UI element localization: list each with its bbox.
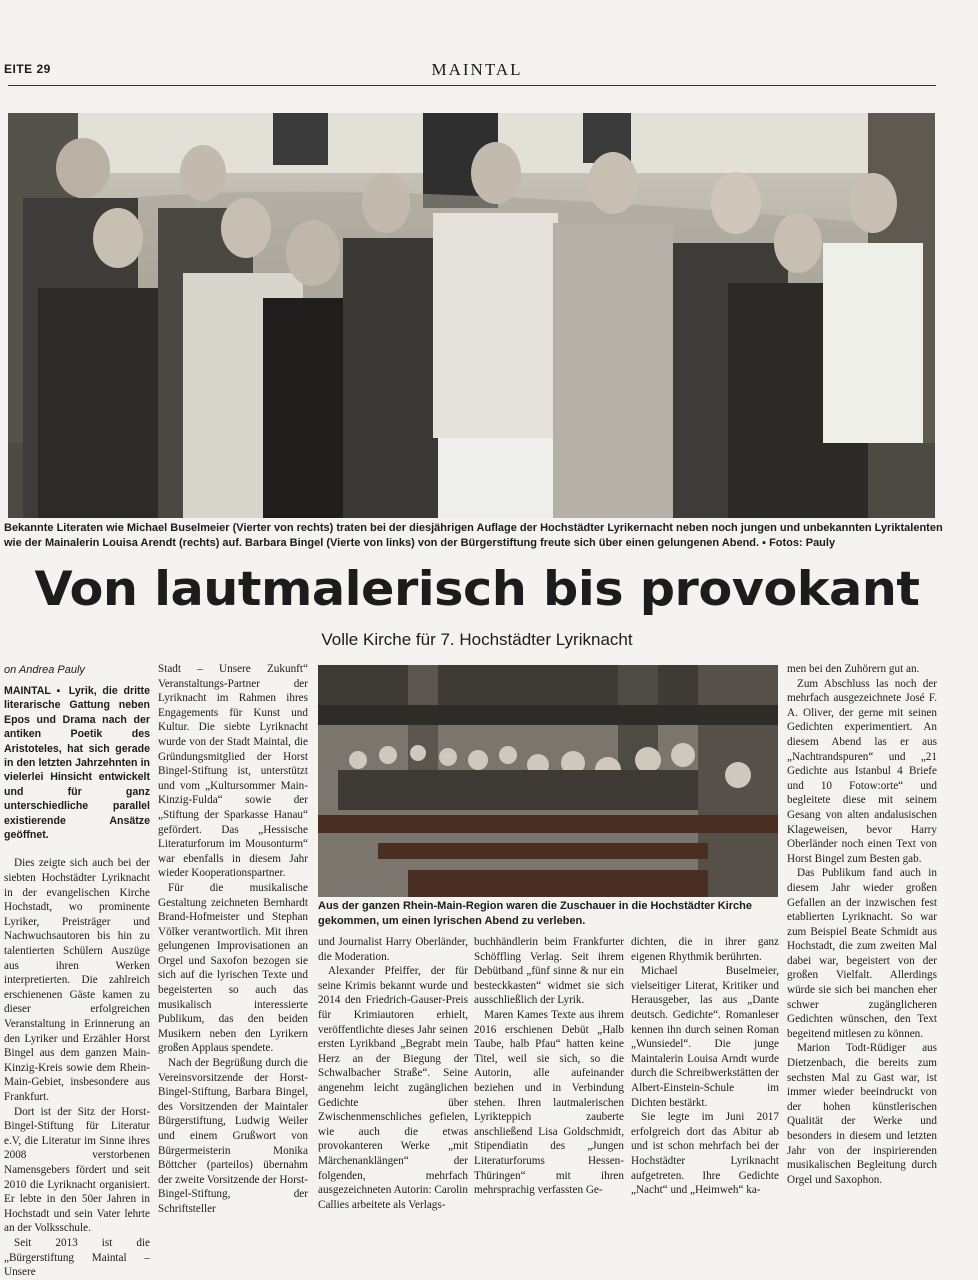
- body-paragraph: Dies zeigte sich auch bei der siebten Hochstädter Lyriknacht in der evangelischen Kirche Hochstadt, wo prominente Lyriker, Preisträger und Nachwuchsautoren bis hin zu talentierten Schülern Auszüge aus ihren Werken interpretierten. Die zahlreich erschienenen Gäste kamen zu dieser erfolgreichen Veranstaltung in Erinnerung an den Lyriker und Erzähler Horst Bingel aus dem ganzen Main-Kinzig-Kreis sowie dem Rhein-Main-Gebiet, insbesondere aus Frankfurt.: [4, 857, 150, 1103]
- page-number: EITE 29: [4, 62, 51, 76]
- article-column-6: [787, 662, 937, 1186]
- body-paragraph: und Journalist Harry Oberländer, die Moderation.: [318, 936, 468, 963]
- body-paragraph: Maren Kames Texte aus ihrem 2016 erschienen Debüt „Halb Taube, halb Pfau“ hatten keine Titel, weil sie sich, so die Autorin, alle aufeinander beziehen und in Verbindung stehen. Ihren lautmalerischen Lyrikteppich zauberte anschließend Lisa Goldschmidt, Stipendiatin des „Jungen Literaturforums Hessen-Thüringen“ mit ihren mehrsprachig verfassten Ge-: [474, 1008, 624, 1197]
- audience-photo: [318, 665, 778, 897]
- body-paragraph: Stadt – Unsere Zukunft“ Veranstaltungs-Partner der Lyriknacht im Rahmen ihres Engagements für Kunst und Kultur. Die siebte Lyriknacht wurde von der Stadt Maintal, die Gründungsmitglied der Horst Bingel-Stiftung ist, unterstützt und vom „Kultursommer Main-Kinzig-Fulda“ sowie der „Stiftung der Sparkasse Hanau“ gefördert. Das „Hessische Literaturforum im Mousonturm“ war ebenfalls in diesem Jahr wieder Kooperationspartner.: [158, 663, 308, 880]
- body-paragraph: Für die musikalische Gestaltung zeichneten Bernhardt Brand-Hofmeister und Stephan Völker verantwortlich. Mit ihren gelungenen Improvisationen an Orgel und Saxofon bezogen sie sich auf die lyrischen Texte und begeisterten so auch das musikalisch interessierte Publikum, das den beiden Musikern neben den Lyrikern großen Applaus spendete.: [158, 881, 308, 1055]
- section-title: MAINTAL: [431, 60, 523, 79]
- body-paragraph: Marion Todt-Rüdiger aus Dietzenbach, die bereits zum sechsten Mal zu Gast war, ist immer wieder beeindruckt von der hohen künstlerischen Qualität der Werke und besonders in diesem und letzten Jahr von der inspirierenden musikalischen Begleitung durch Orgel und Saxophon.: [787, 1042, 937, 1186]
- body-paragraph: dichten, die in ihrer ganz eigenen Rhythmik berührten.: [631, 936, 779, 963]
- article-headline: Von lautmalerisch bis provokant: [34, 562, 920, 617]
- lead-paragraph: [4, 684, 150, 842]
- body-paragraph: Michael Buselmeier, vielseitiger Literat, Kritiker und Herausgeber, las aus „Dante deutsch. Gedichte“. Romanleser kennen ihn durch seinen Roman „Wunsiedel“. Die junge Maintalerin Louisa Arndt wurde durch die Schreibwerkstätten der Albert-Einstein-Schule im Dichten bestärkt.: [631, 965, 779, 1109]
- body-paragraph: Zum Abschluss las noch der mehrfach ausgezeichnete José F. A. Oliver, der gerne mit seinen Gedichten experimentiert. An diesem Abend las er aus „Nachtrandspuren“ und „21 Gedichte aus Istanbul 4 Briefe und 10 Fotow:orte“ und begleitete diese mit seinem Gesang von alten andalusischen Klageweisen, bevor Harry Oberländer noch einen Text von Horst Bingel zum Besten gab.: [787, 677, 937, 865]
- body-paragraph: Dort ist der Sitz der Horst-Bingel-Stiftung für Literatur e.V, die Literatur im Sinne ihres 2008 verstorbenen Namensgebers fördert und seit 2010 die Lyriknacht organisiert. Er lebte in den 50er Jahren in Hochstadt und sein Vater lehrte an der Volksschule.: [4, 1105, 150, 1235]
- group-photo-caption: Bekannte Literaten wie Michael Buselmeier (Vierter von rechts) traten bei der diesjährigen Auflage der Hochstädter Lyrikernacht neben noch jungen und unbekannten Lyriktalenten wie der Mainalerin Louisa Arendt (rechts) auf. Barbara Bingel (Vierte von links) von der Bürgerstiftung freute sich über einen gelungenen Abend. ▪ Fotos: Pauly: [4, 522, 943, 549]
- article-column-4: [474, 935, 624, 1197]
- article-column-3: [318, 935, 468, 1211]
- article-subheadline: Volle Kirche für 7. Hochstädter Lyriknacht: [321, 630, 633, 649]
- header-rule: [8, 85, 936, 86]
- dateline: MAINTAL ▪: [4, 685, 64, 697]
- group-photo: [8, 113, 935, 518]
- article-column-5: [631, 935, 779, 1197]
- body-paragraph: Nach der Begrüßung durch die Vereinsvorsitzende der Horst-Bingel-Stiftung, Barbara Bingel, des Vorsitzenden der Maintaler Bürgerstiftung, Ludwig Weiler und einem Grußwort von Bürgermeisterin Monika Böttcher (parteilos) übernahm der zweite Vorsitzende der Horst-Bingel-Stiftung, der Schriftsteller: [158, 1057, 308, 1215]
- body-paragraph: Sie legte im Juni 2017 erfolgreich dort das Abitur ab und ist schon mehrfach bei der Hochstädter Lyriknacht aufgetreten. Ihre Gedichte „Nacht“ und „Heimweh“ ka-: [631, 1111, 779, 1197]
- body-paragraph: buchhändlerin beim Frankfurter Schöffling Verlag. Seit ihrem Debütband „fünf sinne & nur ein besteckkasten“ widmet sie sich ausschließlich der Lyrik.: [474, 936, 624, 1007]
- body-paragraph: Alexander Pfeiffer, der für seine Krimis bekannt wurde und 2014 den Friedrich-Gauser-Preis für Krimiautoren erhielt, veröffentlichte dieses Jahr seinen ersten Lyrikband „Begrabt mein Herz an der Biegung der Schwalbacher Straße“. Seine angenehm leicht zugänglichen Gedichte über Zwischenmenschliches gefielen, wie auch die etwas provokanteren Werke „mit Märchenanklängen“ der folgenden, mehrfach ausgezeichneten Autorin: Carolin Callies arbeitete als Verlags-: [318, 965, 468, 1211]
- byline: on Andrea Pauly: [4, 664, 85, 676]
- body-paragraph: men bei den Zuhörern gut an.: [787, 663, 920, 675]
- article-column-2: [158, 662, 308, 1215]
- body-paragraph: Das Publikum fand auch in diesem Jahr wieder großen Gefallen an der inzwischen fest etablierten Lyriknacht. So war zum Beispiel Beate Schmidt aus Hochstadt, die zum zweiten Mal dabei war, begeistert von der großen Vielfalt. Allerdings würde sie sich bei manchen eher schwer zugänglicheren Gedichten wünschen, den Text begeitend mitlesen zu können.: [787, 867, 937, 1040]
- audience-photo-caption: Aus der ganzen Rhein-Main-Region waren die Zuschauer in die Hochstädter Kirche gekommen, um einen lyrischen Abend zu verleben.: [318, 900, 752, 927]
- body-paragraph: Seit 2013 ist die „Bürgerstiftung Maintal – Unsere: [4, 1236, 150, 1279]
- lead-text: Lyrik, die dritte literarische Gattung neben Epos und Drama nach der antiken Poetik des Aristoteles, hat sich gerade in den letzten Jahrzehnten in vielerlei Hinsicht entwickelt und für ganz unterschiedliche parallel existierende Ansätze geöffnet.: [4, 685, 150, 842]
- article-column-1: [4, 684, 150, 1279]
